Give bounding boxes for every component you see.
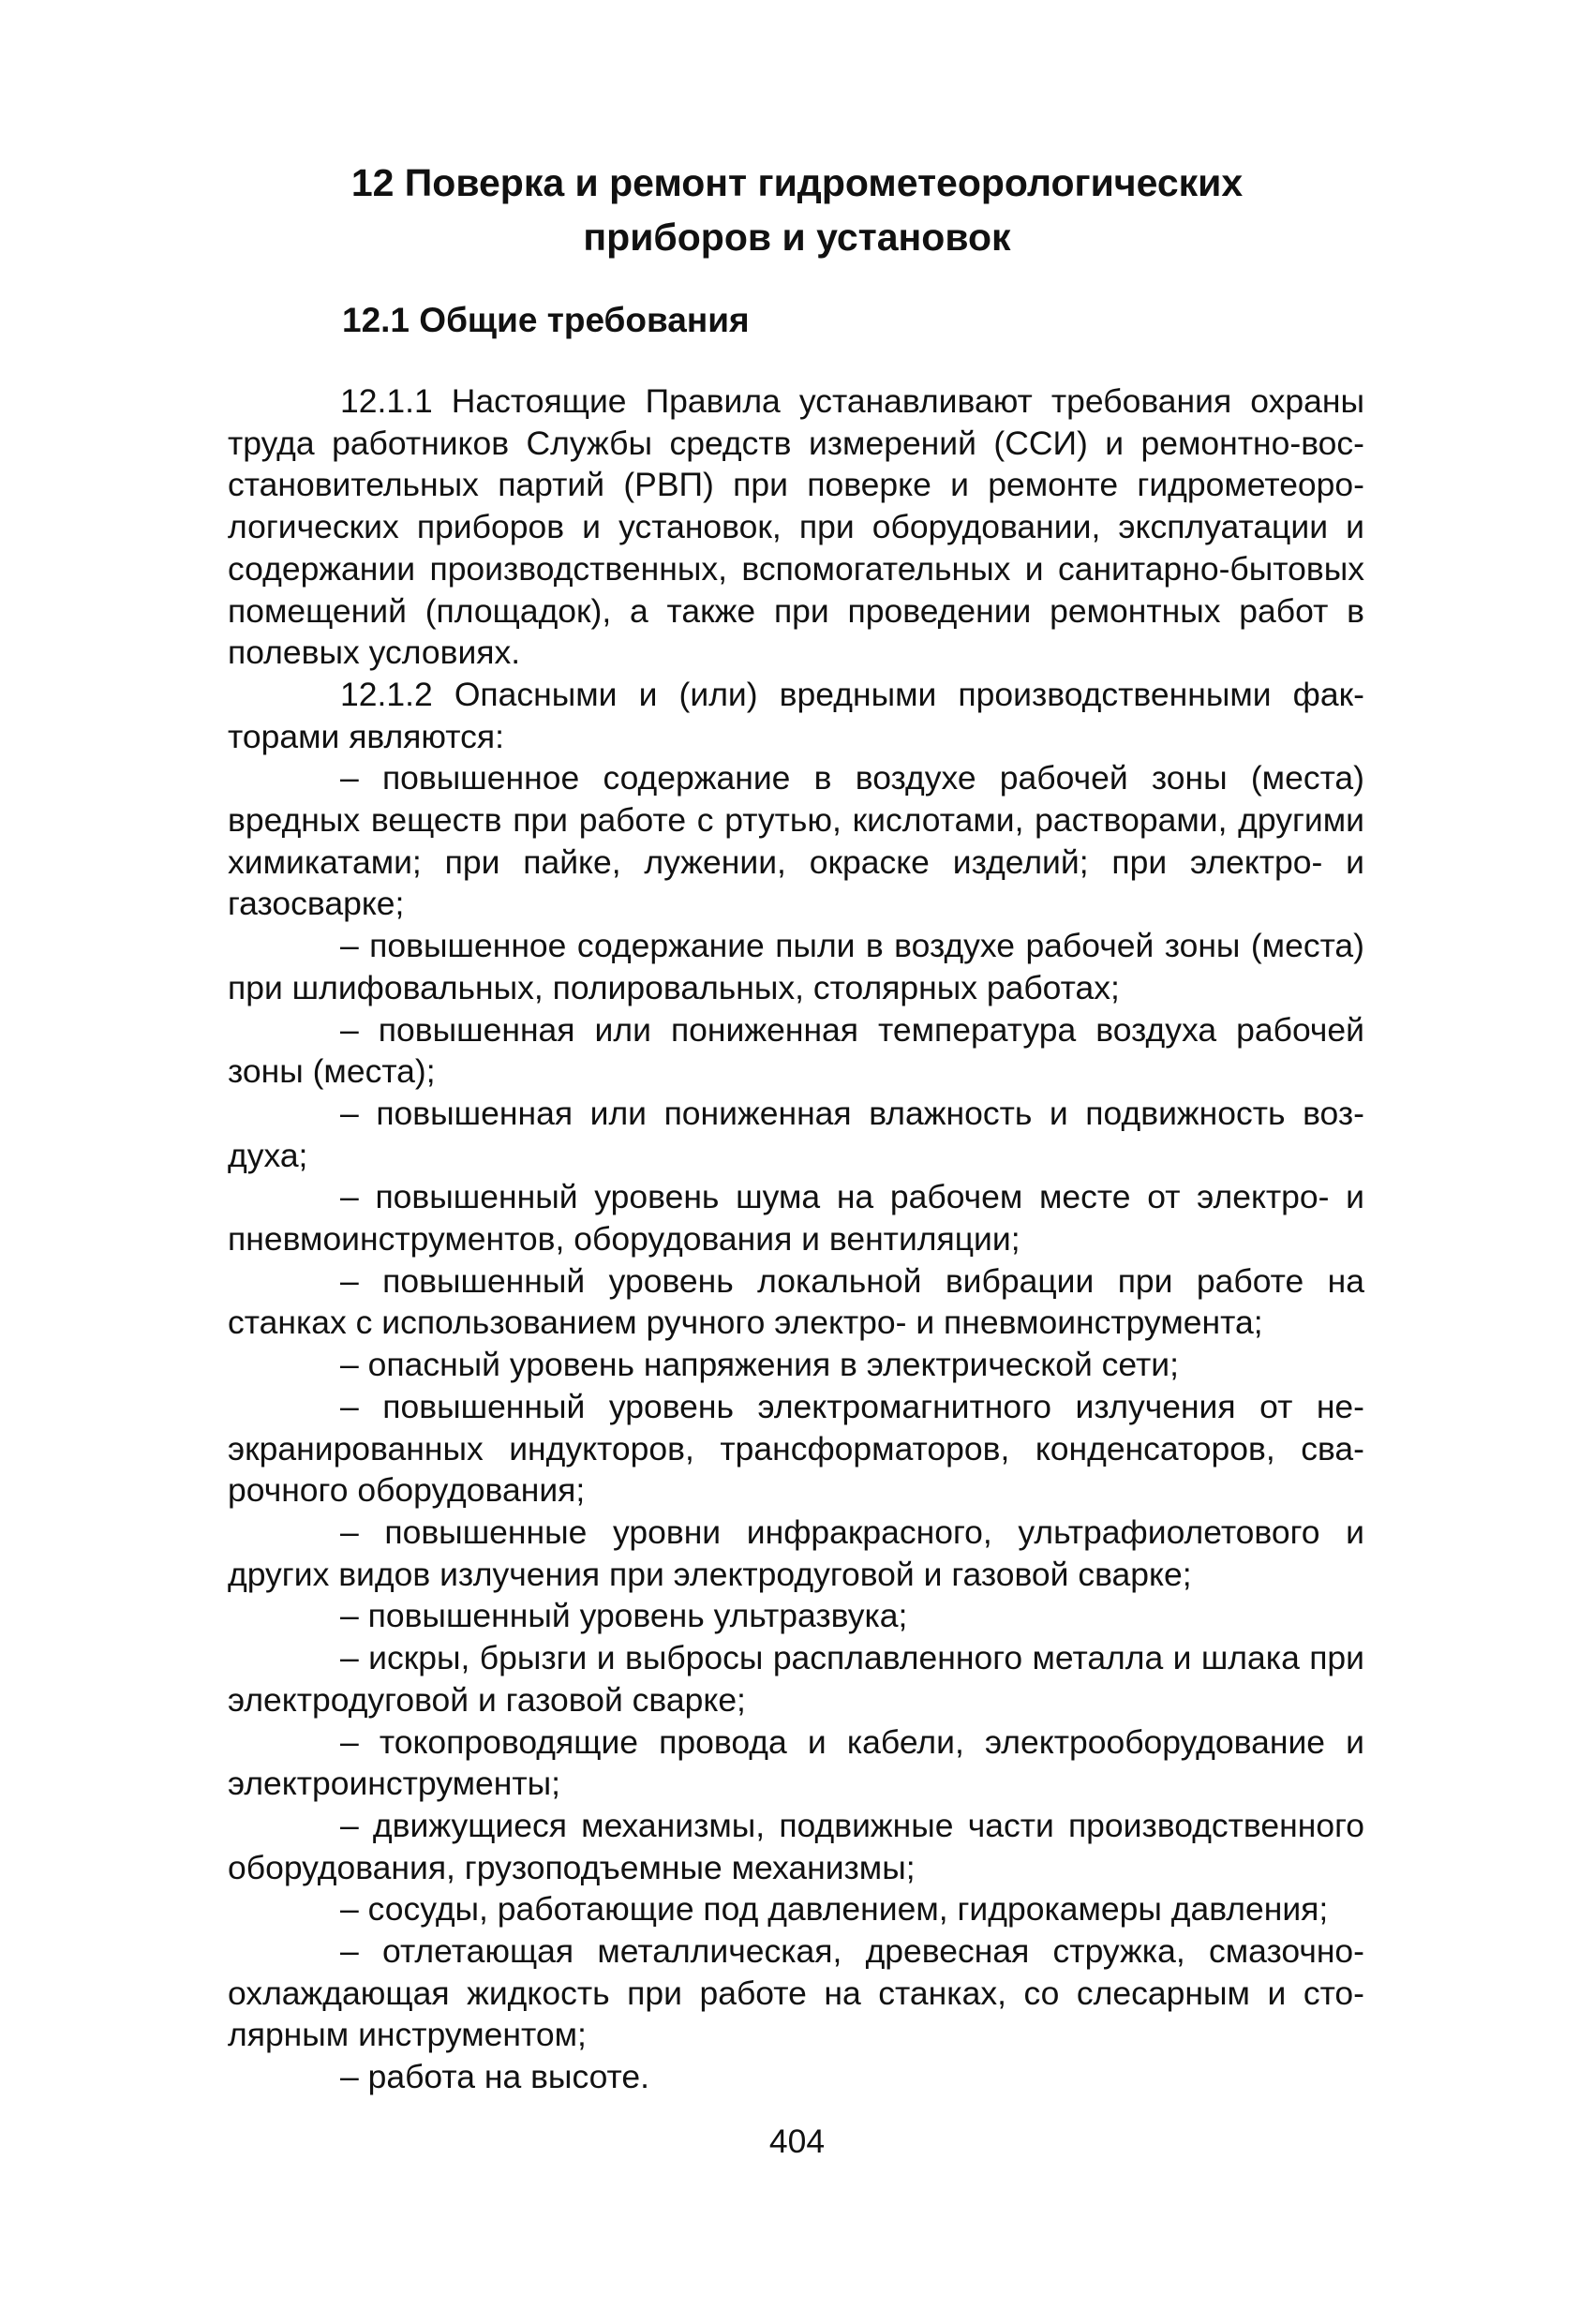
hazard-list-item: – повышенный уровень шума на рабочем месте от электро- и пневмоинструментов, оборудования и вентиляции; [228, 1178, 1364, 1259]
paragraph-12-1-2: 12.1.2 Опасными и (или) вредными производственными факторами являются: [228, 675, 1364, 755]
hazard-list-item: – работа на высоте. [340, 2058, 650, 2096]
hazard-list-item: – токопроводящие провода и кабели, электрооборудование и электроинструменты; [228, 1722, 1364, 1803]
body-text [228, 380, 1364, 2098]
paragraph-12-1-1: 12.1.1 Настоящие Правила устанавливают требования охраны труда работников Службы средств измерений (ССИ) и ремонтно-восстановительных партий (РВП) при поверке и ремонте гидрометеорологических приборов и установок, при оборудовании, эксплуатации и содержании производственных, вспомогательных и санитарно-бытовых помещений (площадок), а также при проведении ремонтных работ в полевых условиях. [228, 382, 1364, 672]
hazard-list-item: – повышенный уровень локальной вибрации при работе на станках с использованием ручного электро- и пневмоинструмента; [228, 1261, 1364, 1342]
hazard-list-item: – повышенные уровни инфракрасного, ультрафиолетового и других видов излучения при электродуговой и газовой сварке; [228, 1512, 1364, 1593]
hazard-list-item: – опасный уровень напряжения в электрической сети; [340, 1346, 1179, 1384]
hazard-list-item: – повышенная или пониженная влажность и подвижность воздуха; [228, 1094, 1364, 1174]
page-number: 404 [768, 2123, 826, 2160]
chapter-title [228, 156, 1366, 264]
hazard-list-item: – сосуды, работающие под давлением, гидрокамеры давления; [340, 1890, 1329, 1929]
hazard-list-item: – движущиеся механизмы, подвижные части производственного оборудования, грузоподъемные механизмы; [228, 1806, 1364, 1886]
hazard-list-item: – искры, брызги и выбросы расплавленного металла и шлака при электродуговой и газовой сварке; [228, 1639, 1364, 1719]
hazard-list-item: – повышенное содержание в воздухе рабочей зоны (места) вредных веществ при работе с ртутью, кислотами, растворами, другими химикатами; при пайке, лужении, окраске изделий; при электро- и газосварке; [228, 759, 1364, 923]
hazard-list-item: – отлетающая металлическая, древесная стружка, смазочно-охлаждающая жидкость при работе на станках, со слесарным и столярным инструментом; [228, 1932, 1364, 2054]
section-title: 12.1 Общие требования [342, 301, 750, 339]
hazard-list-item: – повышенный уровень ультразвука; [340, 1597, 908, 1635]
chapter-title-line-2: приборов и установок [583, 216, 1011, 259]
chapter-title-line-1: 12 Поверка и ремонт гидрометеорологических [350, 161, 1244, 204]
hazard-list-item: – повышенная или пониженная температура воздуха рабочей зоны (места); [228, 1010, 1364, 1091]
hazard-list-item: – повышенный уровень электромагнитного излучения от неэкранированных индукторов, трансформаторов, конденсаторов, сварочного оборудования; [228, 1387, 1364, 1510]
hazard-list-item: – повышенное содержание пыли в воздухе рабочей зоны (места) при шлифовальных, полировальных, столярных работах; [228, 927, 1364, 1006]
